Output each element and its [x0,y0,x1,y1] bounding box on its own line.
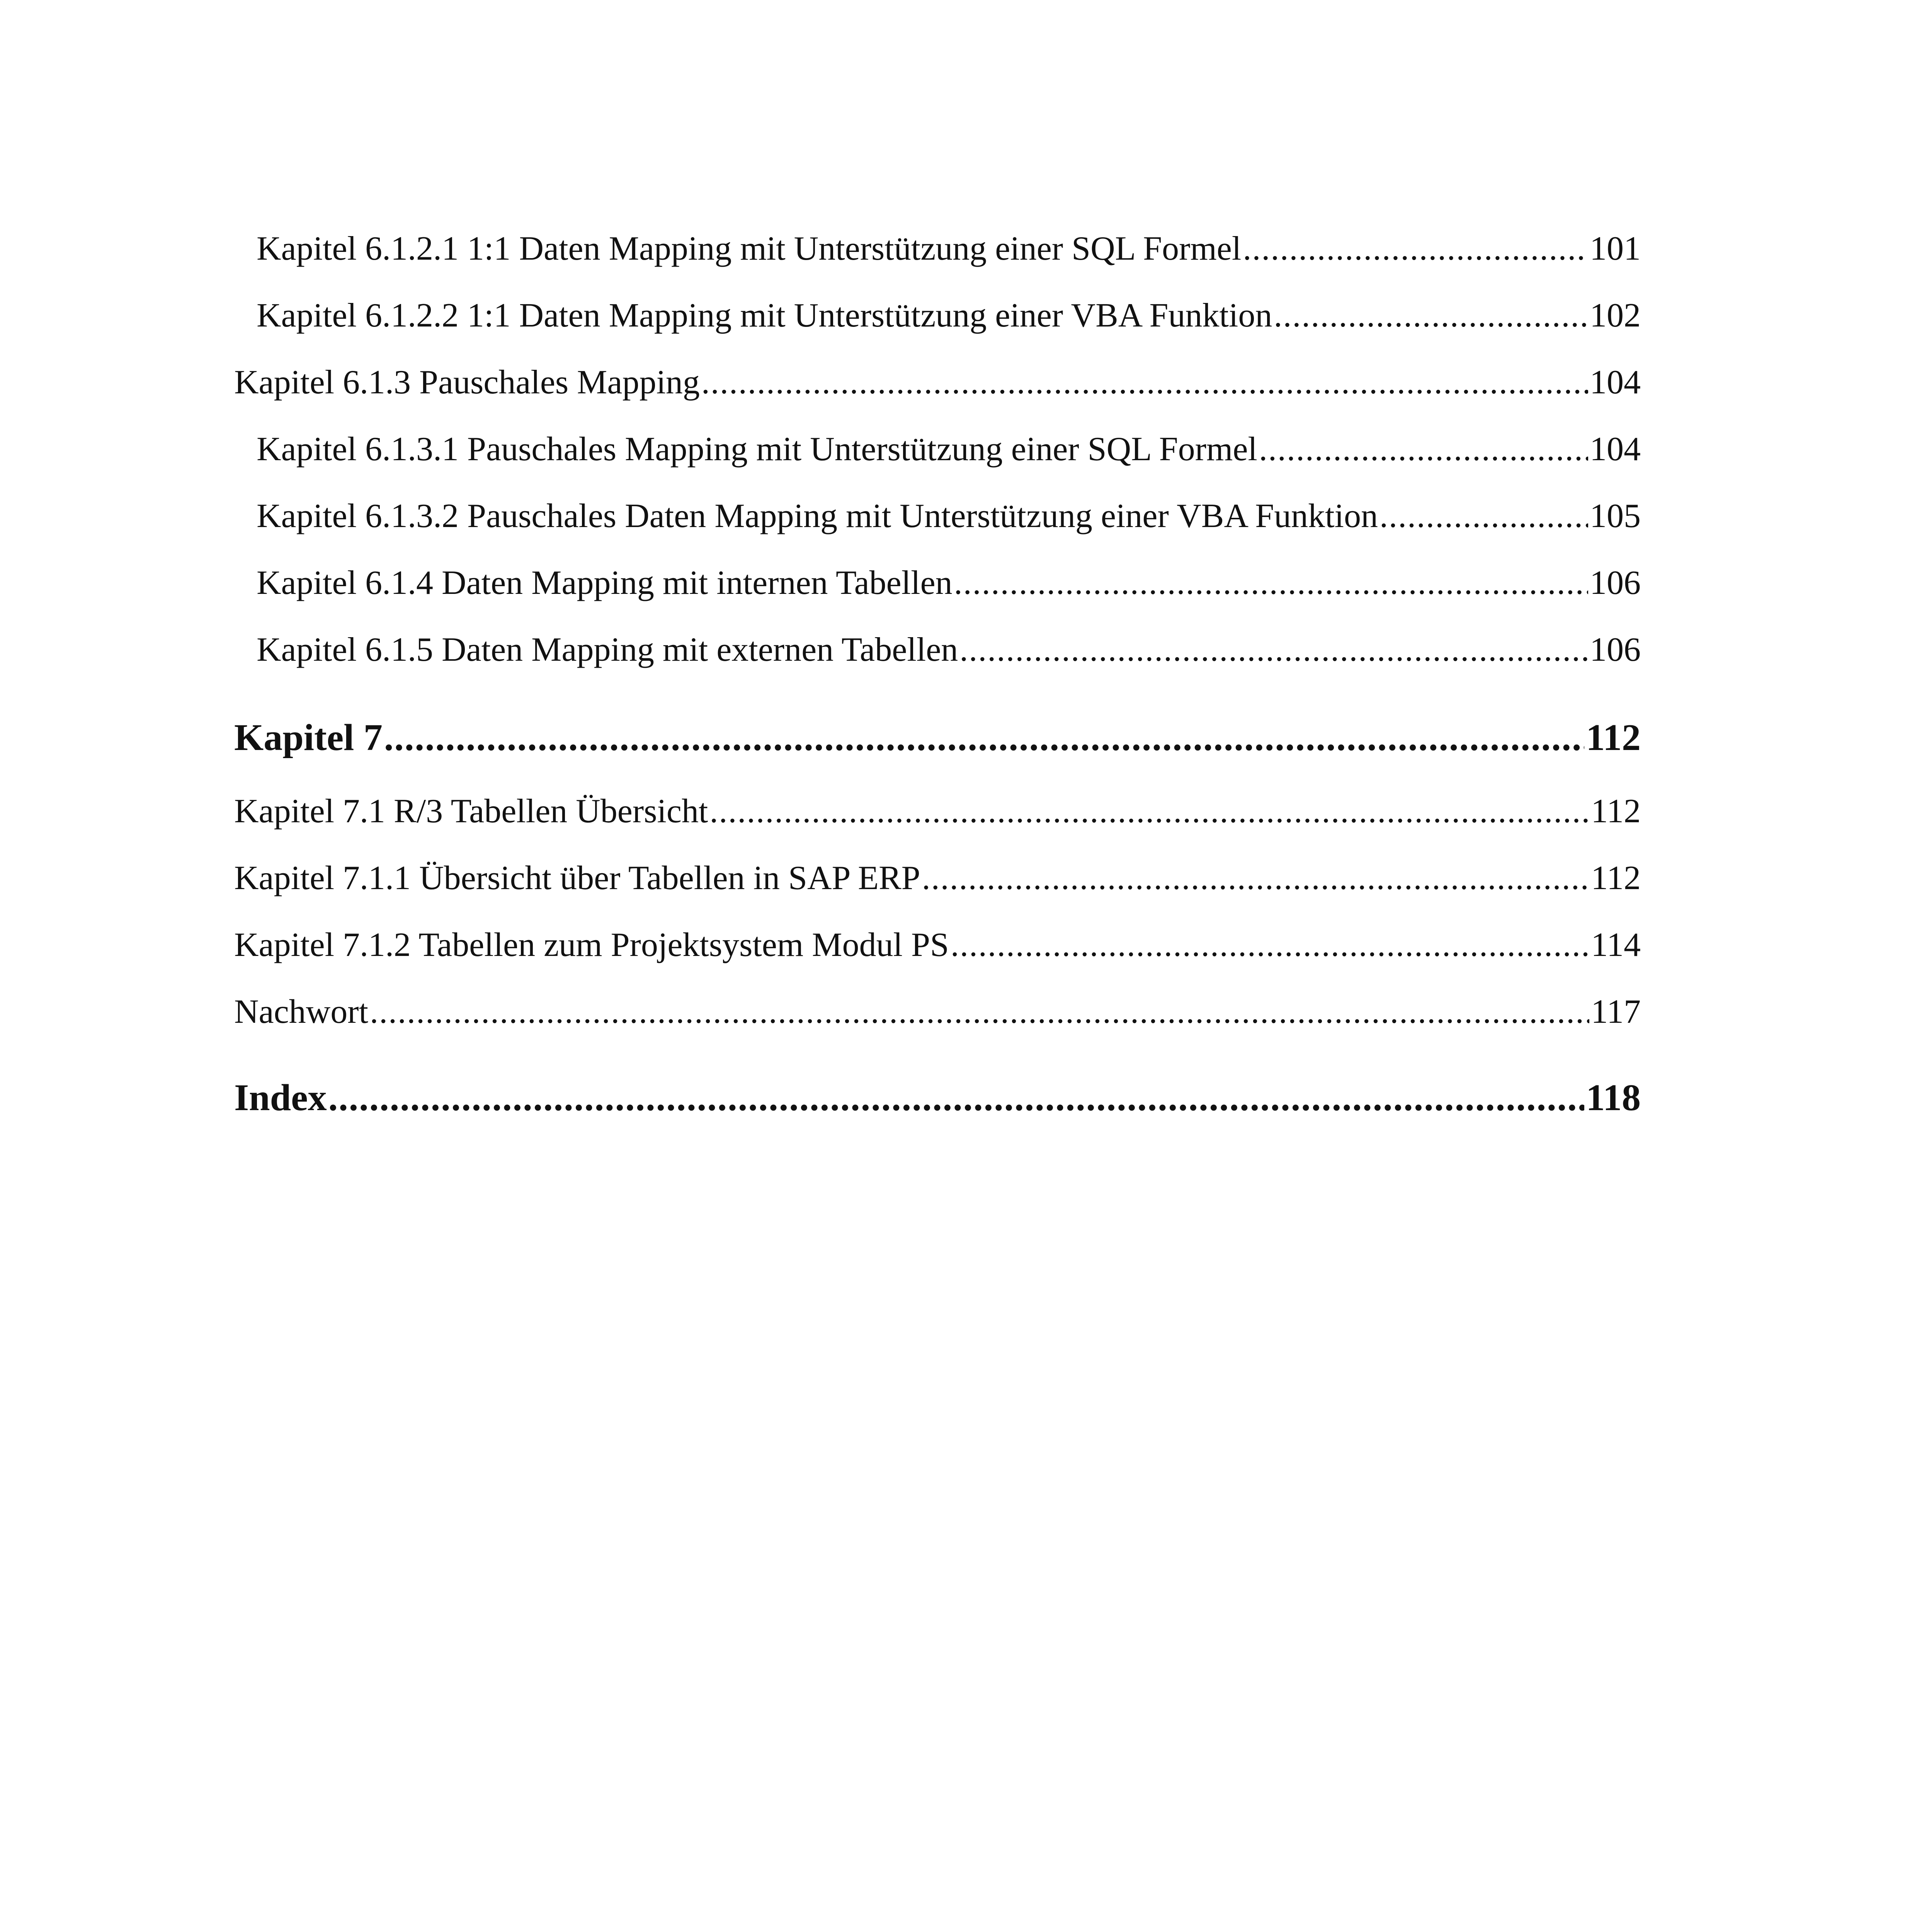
toc-entry-title: Kapitel 6.1.4 Daten Mapping mit internen Tabellen [257,564,953,602]
toc-dot-leader [701,366,1588,400]
toc-entry-page: 112 [1586,717,1641,759]
toc-entry-6-1-4[interactable] [257,566,1641,600]
toc-entry-title: Nachwort [234,993,368,1031]
toc-entry-title: Kapitel 6.1.3 Pauschales Mapping [234,364,700,401]
toc-entry-6-1-5[interactable] [257,633,1641,667]
toc-entry-6-1-2-1[interactable] [257,232,1641,266]
toc-entry-page: 106 [1590,631,1641,668]
toc-entry-nachwort[interactable] [234,995,1641,1029]
toc-entry-7-1[interactable] [234,794,1641,828]
toc-entry-title: Index [234,1077,327,1119]
toc-entry-page: 106 [1590,564,1641,602]
toc-dot-leader [384,719,1585,757]
toc-entry-6-1-3-1[interactable] [257,432,1641,466]
toc-entry-page: 105 [1590,497,1641,535]
toc-dot-leader [951,928,1589,962]
toc-entry-title: Kapitel 6.1.2.2 1:1 Daten Mapping mit Unterstützung einer VBA Funktion [257,297,1272,334]
toc-dot-leader [1379,499,1588,533]
toc-entry-chapter-7[interactable] [234,719,1641,757]
toc-entry-page: 112 [1591,793,1641,830]
toc-dot-leader [709,794,1589,828]
toc-entry-7-1-1[interactable] [234,861,1641,895]
toc-entry-6-1-3-2[interactable] [257,499,1641,533]
toc-dot-leader [328,1079,1585,1117]
toc-entry-page: 112 [1591,859,1641,897]
toc-entry-title: Kapitel 7.1.2 Tabellen zum Projektsystem Modul PS [234,926,949,964]
toc-dot-leader [1274,299,1588,333]
toc-entry-page: 101 [1590,230,1641,267]
toc-entry-title: Kapitel 6.1.2.1 1:1 Daten Mapping mit Unterstützung einer SQL Formel [257,230,1242,267]
toc-entry-page: 117 [1591,993,1641,1031]
toc-dot-leader [370,995,1589,1029]
toc-entry-6-1-2-2[interactable] [257,299,1641,333]
toc-entry-title: Kapitel 7.1.1 Übersicht über Tabellen in SAP ERP [234,859,920,897]
toc-entry-title: Kapitel 7.1 R/3 Tabellen Übersicht [234,793,708,830]
toc-entry-6-1-3[interactable] [234,366,1641,400]
toc-entry-title: Kapitel 6.1.3.2 Pauschales Daten Mapping mit Unterstützung einer VBA Funktion [257,497,1378,535]
toc-entry-title: Kapitel 6.1.3.1 Pauschales Mapping mit Unterstützung einer SQL Formel [257,430,1257,468]
toc-dot-leader [1243,232,1588,266]
toc-entry-7-1-2[interactable] [234,928,1641,962]
toc-dot-leader [959,633,1588,667]
toc-dot-leader [922,861,1590,895]
toc-entry-page: 104 [1590,364,1641,401]
toc-entry-page: 114 [1591,926,1641,964]
toc-dot-leader [1259,432,1588,466]
toc-dot-leader [954,566,1588,600]
toc-entry-page: 104 [1590,430,1641,468]
toc-entry-title: Kapitel 7 [234,717,383,759]
toc-entry-title: Kapitel 6.1.5 Daten Mapping mit externen Tabellen [257,631,958,668]
toc-entry-index[interactable] [234,1079,1641,1117]
toc-entry-page: 118 [1586,1077,1641,1119]
toc-entry-page: 102 [1590,297,1641,334]
